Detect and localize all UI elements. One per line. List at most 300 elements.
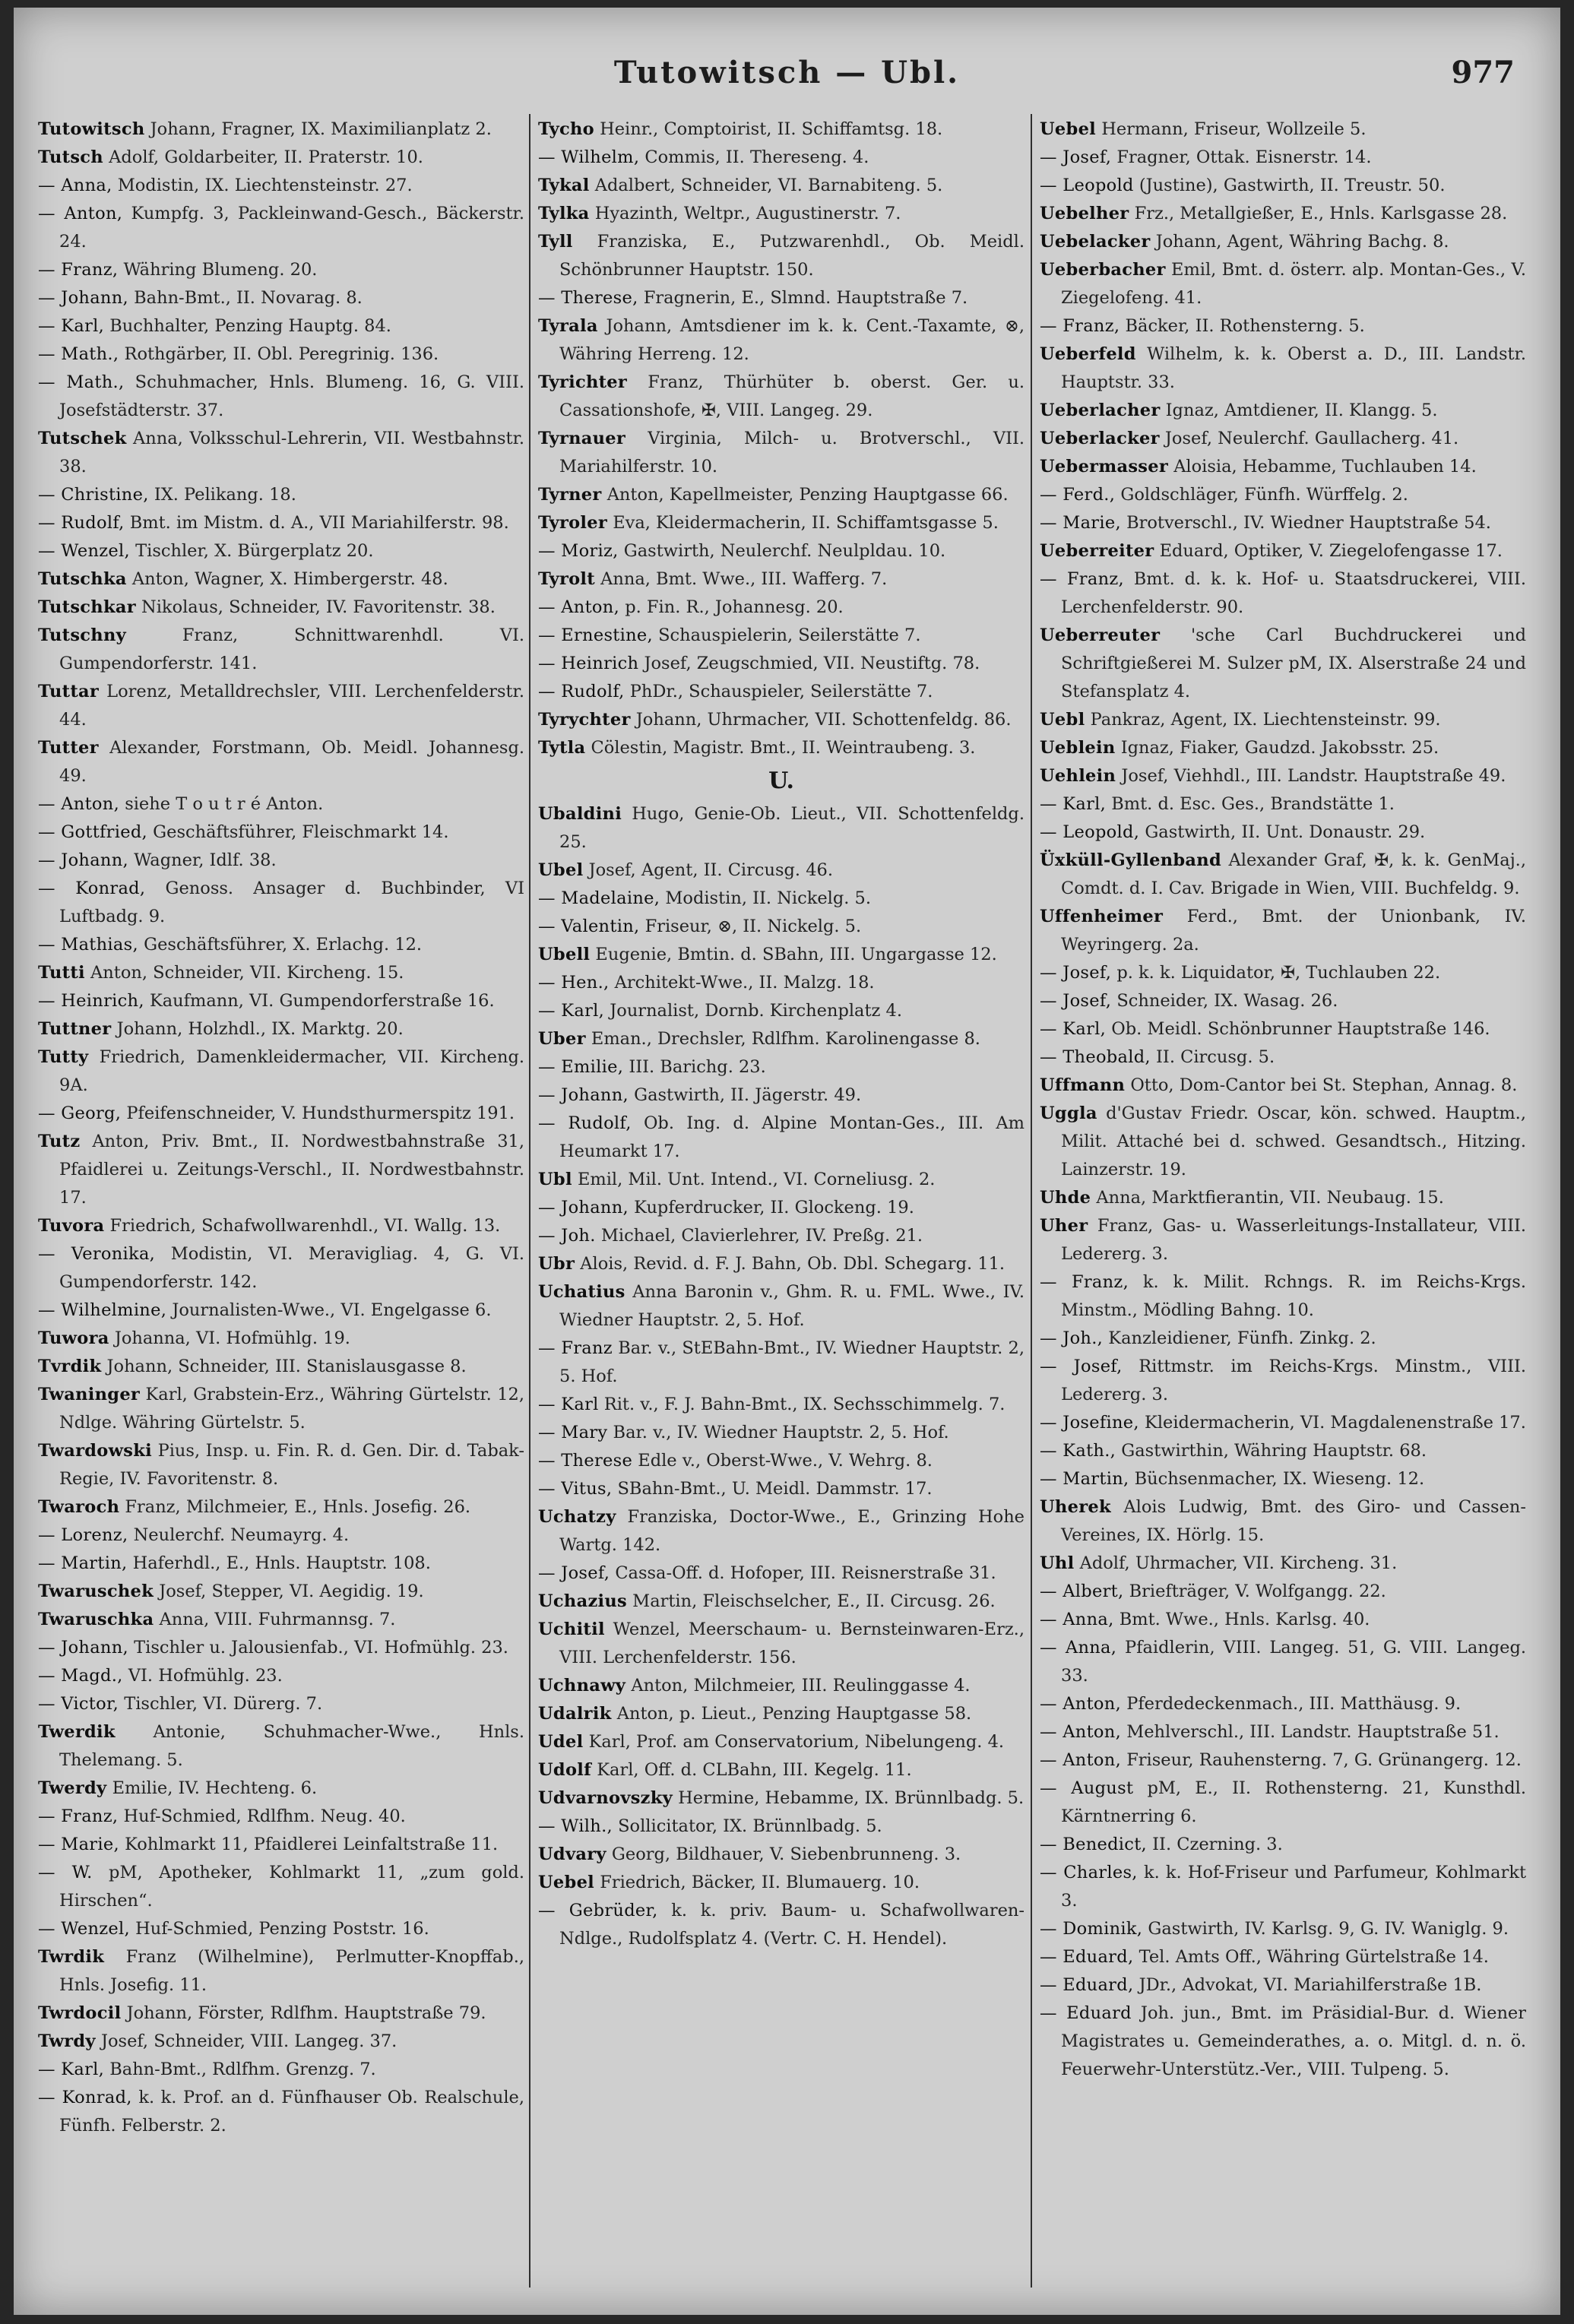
entry-details: Otto, Dom-Cantor bei St. Stephan, Annag. 8. <box>1130 1075 1518 1095</box>
entry-name: — Wilhelmine, <box>38 1300 167 1320</box>
directory-entry <box>1040 1409 1526 1437</box>
entry-details: Briefträger, V. Wolfgangg. 22. <box>1129 1582 1386 1601</box>
directory-entry <box>538 1475 1025 1503</box>
entry-name: Tuwora <box>38 1328 109 1348</box>
entry-name: — Martin, <box>1040 1469 1129 1489</box>
directory-entry <box>38 200 524 256</box>
directory-entry <box>1040 1775 1526 1831</box>
page-header <box>14 55 1560 116</box>
entry-details: Anton, p. Lieut., Penzing Hauptgasse 58. <box>616 1704 972 1724</box>
directory-entry <box>538 622 1025 650</box>
entry-name: — Ferd., <box>1040 485 1116 505</box>
entry-details: Journalisten-Wwe., VI. Engelgasse 6. <box>172 1300 492 1320</box>
directory-entry <box>38 1831 524 1859</box>
entry-details: 'sche Carl Buchdruckerei und Schriftgießerei M. Sulzer pM, IX. Alserstraße 24 und Stefansplatz 4. <box>1061 625 1526 701</box>
entry-name: Tyll <box>538 232 573 252</box>
entry-name: — Johann, <box>538 1198 629 1217</box>
entry-name: Uhl <box>1040 1553 1075 1573</box>
entry-name: Twaroch <box>38 1497 120 1517</box>
entry-name: — Karl, <box>1040 794 1107 814</box>
directory-entry <box>38 931 524 959</box>
directory-entry <box>38 425 524 481</box>
entry-details: Alois Ludwig, Bmt. des Giro- und Cassen-Vereines, IX. Hörlg. 15. <box>1061 1497 1526 1545</box>
directory-entry <box>1040 706 1526 734</box>
entry-name: Tutschka <box>38 569 127 589</box>
directory-entry <box>38 1999 524 2028</box>
directory-entry <box>538 1869 1025 1897</box>
entry-name: Twrdocil <box>38 2003 122 2023</box>
entry-name: — Karl, <box>1040 1019 1107 1039</box>
directory-entry <box>38 1521 524 1550</box>
directory-entry <box>38 1859 524 1915</box>
entry-name: — Martin, <box>38 1553 128 1573</box>
entry-details: Karl, Prof. am Conservatorium, Nibelungeng. 4. <box>588 1732 1005 1752</box>
entry-details: Johann, Schneider, III. Stanislausgasse 8. <box>106 1357 467 1376</box>
entry-name: Uebel <box>1040 119 1097 139</box>
directory-entry <box>38 1437 524 1493</box>
entry-details: Huf-Schmied, Penzing Poststr. 16. <box>135 1919 429 1939</box>
entry-name: Tuvora <box>38 1216 105 1236</box>
directory-entry <box>38 818 524 847</box>
entry-name: Twaruschek <box>38 1582 154 1601</box>
entry-details: k. k. Milit. Rchngs. R. im Reichs-Krgs. Minstm., Mödling Bahng. 10. <box>1061 1272 1526 1320</box>
directory-entry <box>38 481 524 509</box>
directory-entry <box>38 256 524 284</box>
entry-name: Tutowitsch <box>38 119 145 139</box>
directory-entry <box>538 200 1025 228</box>
entry-name: — Konrad, <box>38 879 146 898</box>
entry-name: Ueberlacher <box>1040 401 1161 420</box>
directory-entry <box>38 1915 524 1943</box>
entry-details: Michael, Clavierlehrer, IV. Preßg. 21. <box>600 1226 923 1246</box>
entry-name: — Albert, <box>1040 1582 1124 1601</box>
entry-details: Sollicitator, IX. Brünnlbadg. 5. <box>618 1816 882 1836</box>
entry-details: Gastwirth, II. Jägerstr. 49. <box>634 1085 862 1105</box>
directory-entry <box>538 228 1025 284</box>
entry-details: Georg, Bildhauer, V. Siebenbrunneng. 3. <box>611 1844 961 1864</box>
directory-entry <box>38 1662 524 1690</box>
entry-details: Schuhmacher, Hnls. Blumeng. 16, G. VIII. Josefstädterstr. 37. <box>59 372 524 420</box>
directory-entry <box>38 594 524 622</box>
directory-entry <box>538 1250 1025 1278</box>
directory-entry <box>38 340 524 369</box>
entry-name: Uffenheimer <box>1040 907 1164 926</box>
entry-name: Uchatius <box>538 1282 625 1302</box>
entry-name: — Josef, <box>1040 963 1112 983</box>
entry-name: — Wilh., <box>538 1816 613 1836</box>
entry-details: II. Czerning. 3. <box>1152 1835 1283 1854</box>
entry-name: Tyrnauer <box>538 429 626 448</box>
entry-name: Tyrychter <box>538 710 631 730</box>
directory-entry <box>38 1550 524 1578</box>
directory-entry <box>1040 1746 1526 1775</box>
entry-name: — Anna, <box>1040 1610 1114 1629</box>
entry-details: Adolf, Goldarbeiter, II. Praterstr. 10. <box>109 147 423 167</box>
entry-name: — Georg, <box>38 1103 122 1123</box>
entry-name: — Josef, <box>1040 147 1112 167</box>
directory-entry <box>38 1578 524 1606</box>
entry-name: — Karl, <box>538 1001 605 1021</box>
entry-name: — Math., <box>38 372 125 392</box>
directory-entry <box>538 1166 1025 1194</box>
entry-name: Uber <box>538 1029 586 1049</box>
directory-entry <box>38 284 524 312</box>
directory-entry <box>1040 1072 1526 1100</box>
entry-details: Kumpfg. 3, Packleinwand-Gesch., Bäckerstr. 24. <box>59 204 524 252</box>
entry-name: — Mary <box>538 1423 608 1442</box>
directory-entry <box>38 1043 524 1100</box>
directory-entry <box>538 1391 1025 1419</box>
entry-name: Ueberlacker <box>1040 429 1160 448</box>
entry-details: Bar. v., StEBahn-Bmt., IV. Wiedner Hauptstr. 2, 5. Hof. <box>559 1338 1025 1386</box>
entry-name: Tylka <box>538 204 590 223</box>
directory-entry <box>1040 903 1526 959</box>
directory-entry <box>1040 1971 1526 1999</box>
entry-details: Kupferdrucker, II. Glockeng. 19. <box>634 1198 914 1217</box>
entry-name: Tyrichter <box>538 372 628 392</box>
entry-name: — Magd., <box>38 1666 123 1686</box>
directory-entry <box>1040 1465 1526 1493</box>
directory-entry <box>38 1325 524 1353</box>
directory-entry <box>1040 959 1526 987</box>
entry-details: Rit. v., F. J. Bahn-Bmt., IX. Sechsschimmelg. 7. <box>603 1395 1006 1414</box>
column-right <box>1040 116 1526 2281</box>
entry-details: Aloisia, Hebamme, Tuchlauben 14. <box>1173 457 1477 477</box>
entry-details: Johanna, VI. Hofmühlg. 19. <box>114 1328 350 1348</box>
entry-name: Uebel <box>538 1873 595 1892</box>
entry-name: Tyrner <box>538 485 602 505</box>
entry-name: — Madelaine, <box>538 888 660 908</box>
directory-entry <box>1040 1606 1526 1634</box>
entry-name: Tytla <box>538 738 586 758</box>
entry-details: (Justine), Gastwirth, II. Treustr. 50. <box>1139 176 1446 195</box>
entry-name: — Gottfried, <box>38 822 148 842</box>
directory-entry <box>38 1690 524 1718</box>
entry-name: — Wenzel, <box>38 541 130 561</box>
entry-name: — Franz, <box>1040 1272 1129 1292</box>
directory-entry <box>38 172 524 200</box>
directory-entry <box>1040 565 1526 622</box>
entry-name: — Josef, <box>538 1563 610 1583</box>
entry-details: Antonie, Schuhmacher-Wwe., Hnls. Thelemang. 5. <box>59 1722 524 1770</box>
directory-entry <box>1040 200 1526 228</box>
entry-name: — Hen., <box>538 973 610 993</box>
directory-entry <box>1040 1859 1526 1915</box>
directory-entry <box>38 678 524 734</box>
entry-name: — Joh., <box>1040 1328 1104 1348</box>
directory-entry <box>538 856 1025 885</box>
directory-entry <box>538 594 1025 622</box>
entry-details: siehe T o u t r é Anton. <box>125 794 324 814</box>
directory-entry <box>1040 537 1526 565</box>
directory-entry <box>1040 1325 1526 1353</box>
entry-details: Josef, Neulerchf. Gaullacherg. 41. <box>1164 429 1459 448</box>
entry-details: Pfaidlerin, VIII. Langeg. 51, G. VIII. Langeg. 33. <box>1061 1638 1526 1686</box>
directory-entry <box>538 1110 1025 1166</box>
directory-entry <box>1040 397 1526 425</box>
directory-page <box>14 8 1560 2315</box>
entry-name: — Wilhelm, <box>538 147 640 167</box>
entry-name: Uchitil <box>538 1620 605 1639</box>
directory-entry <box>1040 762 1526 790</box>
entry-name: Ubel <box>538 860 584 880</box>
directory-entry <box>538 1588 1025 1616</box>
directory-entry <box>1040 453 1526 481</box>
entry-name: — Franz <box>538 1338 613 1358</box>
entry-details: Karl, Off. d. CLBahn, III. Kegelg. 11. <box>597 1760 912 1780</box>
entry-details: Hyazinth, Weltpr., Augustinerstr. 7. <box>594 204 901 223</box>
directory-entry <box>38 312 524 340</box>
entry-name: — Eduard, <box>1040 1975 1134 1995</box>
entry-name: Uffmann <box>1040 1075 1126 1095</box>
entry-name: — Anton, <box>1040 1694 1122 1714</box>
directory-entry <box>38 509 524 537</box>
directory-entry <box>1040 622 1526 706</box>
directory-entry <box>1040 1043 1526 1072</box>
directory-entry <box>538 1841 1025 1869</box>
directory-entry <box>538 1447 1025 1475</box>
directory-entry <box>38 116 524 144</box>
entry-name: — Karl, <box>38 2060 105 2079</box>
entry-name: Uggla <box>1040 1103 1097 1123</box>
directory-entry <box>38 1943 524 1999</box>
directory-entry <box>538 1335 1025 1391</box>
entry-name: Uher <box>1040 1216 1088 1236</box>
entry-details: Alexander Graf, ✠, k. k. GenMaj., Comdt. d. I. Cav. Brigade in Wien, VIII. Buchfeldg. 9. <box>1061 850 1526 898</box>
entry-details: Bmt. d. k. k. Hof- u. Staatsdruckerei, VIII. Lerchenfelderstr. 90. <box>1061 569 1526 617</box>
entry-details: Mehlverschl., III. Landstr. Hauptstraße 51. <box>1126 1722 1500 1742</box>
entry-details: Bmt. d. Esc. Ges., Brandstätte 1. <box>1111 794 1395 814</box>
directory-entry <box>538 650 1025 678</box>
entry-details: Bmt. Wwe., Hnls. Karlsg. 40. <box>1119 1610 1370 1629</box>
directory-entry <box>1040 1999 1526 2084</box>
entry-details: Eugenie, Bmtin. d. SBahn, III. Ungargasse 12. <box>595 945 997 964</box>
entry-name: — Karl, <box>38 316 105 336</box>
entry-name: Tycho <box>538 119 594 139</box>
entry-name: — Kath., <box>1040 1441 1116 1461</box>
entry-details: Franz, Gas- u. Wasserleitungs-Installateur, VIII. Ledererg. 3. <box>1061 1216 1526 1264</box>
entry-name: — Ernestine, <box>538 625 653 645</box>
column-rule <box>529 114 530 2288</box>
entry-details: Goldschläger, Fünfh. Würffelg. 2. <box>1120 485 1408 505</box>
entry-details: Genoss. Ansager d. Buchbinder, VI Luftbadg. 9. <box>59 879 524 926</box>
entry-name: Ueberreiter <box>1040 541 1154 561</box>
directory-entry <box>1040 847 1526 903</box>
entry-name: — Benedict, <box>1040 1835 1148 1854</box>
entry-name: Tutty <box>38 1047 89 1067</box>
directory-entry <box>538 969 1025 997</box>
directory-entry <box>538 1025 1025 1053</box>
entry-details: Schneider, IX. Wasag. 26. <box>1116 991 1338 1011</box>
entry-name: Uebl <box>1040 710 1085 730</box>
entry-details: Johann, Agent, Währing Bachg. 8. <box>1155 232 1449 252</box>
entry-name: — Leopold <box>1040 176 1134 195</box>
entry-name: Twaninger <box>38 1385 141 1404</box>
entry-name: — Heinrich <box>538 654 639 673</box>
entry-name: Twerdik <box>38 1722 116 1742</box>
entry-details: Hermann, Friseur, Wollzeile 5. <box>1101 119 1367 139</box>
directory-entry <box>538 172 1025 200</box>
directory-entry <box>538 1813 1025 1841</box>
entry-name: — Valentin, <box>538 917 640 936</box>
entry-details: II. Circusg. 5. <box>1156 1047 1275 1067</box>
entry-name: Tutti <box>38 963 85 983</box>
entry-details: Haferhdl., E., Hnls. Hauptstr. 108. <box>132 1553 431 1573</box>
entry-details: Wilhelm, k. k. Oberst a. D., III. Landstr. Hauptstr. 33. <box>1061 344 1526 392</box>
entry-name: — August <box>1040 1778 1134 1798</box>
entry-name: Udvarnovszky <box>538 1788 673 1808</box>
entry-details: Friedrich, Schafwollwarenhdl., VI. Wallg. 13. <box>109 1216 501 1236</box>
directory-entry <box>38 1128 524 1212</box>
entry-name: Tutz <box>38 1132 81 1151</box>
entry-details: Franz, Milchmeier, E., Hnls. Josefig. 26. <box>125 1497 471 1517</box>
column-left <box>38 116 524 2281</box>
directory-entry <box>538 1897 1025 1953</box>
entry-name: — Heinrich, <box>38 991 144 1011</box>
directory-entry <box>1040 1184 1526 1212</box>
entry-details: Virginia, Milch- u. Brotverschl., VII. Mariahilferstr. 10. <box>559 429 1025 477</box>
directory-entry <box>538 997 1025 1025</box>
entry-name: — Franz, <box>38 1806 119 1826</box>
entry-name: — Josef, <box>1040 1357 1123 1376</box>
entry-name: — Anton, <box>1040 1722 1122 1742</box>
entry-details: Karl, Grabstein-Erz., Währing Gürtelstr. 12, Ndlge. Währing Gürtelstr. 5. <box>59 1385 524 1433</box>
directory-entry <box>1040 1634 1526 1690</box>
entry-details: Gastwirth, IV. Karlsg. 9, G. IV. Waniglg. 9. <box>1148 1919 1509 1939</box>
directory-entry <box>38 622 524 678</box>
entry-details: Johann, Amtsdiener im k. k. Cent.-Taxamte, ⊗, Währing Herreng. 12. <box>559 316 1025 364</box>
directory-entry <box>538 116 1025 144</box>
entry-name: — Rudolf, <box>538 682 625 701</box>
entry-details: Franz (Wilhelmine), Perlmutter-Knopffab., Hnls. Josefig. 11. <box>59 1947 524 1995</box>
entry-name: Udalrik <box>538 1704 612 1724</box>
directory-entry <box>538 1784 1025 1813</box>
directory-entry <box>38 734 524 790</box>
entry-details: Alexander, Forstmann, Ob. Meidl. Johannesg. 49. <box>59 738 524 786</box>
entry-details: Pferdedeckenmach., III. Matthäusg. 9. <box>1126 1694 1462 1714</box>
directory-entry <box>1040 509 1526 537</box>
entry-name: — Christine, <box>38 485 149 505</box>
entry-name: Ueberfeld <box>1040 344 1136 364</box>
entry-name: — Veronika, <box>38 1244 156 1264</box>
entry-details: Ferd., Bmt. der Unionbank, IV. Weyringerg. 2a. <box>1061 907 1526 955</box>
entry-details: Kohlmarkt 11, Pfaidlerei Leinfaltstraße 11. <box>125 1835 499 1854</box>
directory-entry <box>1040 1943 1526 1971</box>
entry-details: Hugo, Genie-Ob. Lieut., VII. Schottenfeldg. 25. <box>559 804 1025 852</box>
entry-name: Udel <box>538 1732 584 1752</box>
directory-entry <box>538 706 1025 734</box>
entry-details: Kaufmann, VI. Gumpendorferstraße 16. <box>149 991 495 1011</box>
entry-details: Commis, II. Thereseng. 4. <box>644 147 869 167</box>
entry-details: Anton, Milchmeier, III. Reulinggasse 4. <box>631 1676 971 1696</box>
running-head: Tutowitsch — Ubl. <box>613 55 961 90</box>
entry-details: Gastwirth, Neulerchf. Neulpldau. 10. <box>623 541 946 561</box>
directory-entry <box>538 1672 1025 1700</box>
directory-entry <box>1040 172 1526 200</box>
entry-details: Tischler u. Jalousienfab., VI. Hofmühlg. 23. <box>134 1638 508 1658</box>
entry-name: Twaruschka <box>38 1610 154 1629</box>
directory-entry <box>38 1775 524 1803</box>
entry-details: Pfeifenschneider, V. Hundsthurmerspitz 191. <box>126 1103 515 1123</box>
entry-details: Bahn-Bmt., Rdlfhm. Grenzg. 7. <box>109 2060 376 2079</box>
entry-details: Kleidermacherin, VI. Magdalenenstraße 17. <box>1145 1413 1526 1433</box>
entry-details: Wagner, Idlf. 38. <box>134 850 277 870</box>
entry-details: Neulerchf. Neumayrg. 4. <box>133 1525 350 1545</box>
directory-entry <box>1040 1915 1526 1943</box>
entry-details: Josef, Agent, II. Circusg. 46. <box>588 860 834 880</box>
entry-details: Gastwirthin, Währing Hauptstr. 68. <box>1121 1441 1427 1461</box>
entry-name: — Johann, <box>38 1638 128 1658</box>
entry-name: Ubaldini <box>538 804 622 824</box>
entry-details: IX. Pelikang. 18. <box>154 485 296 505</box>
directory-entry <box>1040 1100 1526 1184</box>
directory-entry <box>38 1240 524 1297</box>
directory-entry <box>38 1606 524 1634</box>
entry-name: — Math., <box>38 344 119 364</box>
entry-name: Ubl <box>538 1170 572 1189</box>
entry-details: Fragnerin, E., Slmnd. Hauptstraße 7. <box>643 288 968 308</box>
entry-details: Wenzel, Meerschaum- u. Bernsteinwaren-Erz., VIII. Lerchenfelderstr. 156. <box>559 1620 1025 1667</box>
directory-entry <box>538 1419 1025 1447</box>
column-middle <box>538 116 1025 2281</box>
directory-entry <box>1040 1268 1526 1325</box>
entry-details: Anna, Volksschul-Lehrerin, VII. Westbahnstr. 38. <box>59 429 524 477</box>
entry-name: Tyrolt <box>538 569 595 589</box>
entry-details: p. Fin. R., Johannesg. 20. <box>625 597 844 617</box>
directory-entry <box>538 312 1025 369</box>
entry-details: Heinr., Comptoirist, II. Schiffamtsg. 18. <box>600 119 943 139</box>
entry-name: — Rudolf, <box>38 513 125 533</box>
directory-entry <box>1040 790 1526 818</box>
directory-entry <box>1040 425 1526 453</box>
entry-details: Huf-Schmied, Rdlfhm. Neug. 40. <box>123 1806 406 1826</box>
directory-entry <box>538 565 1025 594</box>
entry-name: Tuttner <box>38 1019 112 1039</box>
directory-entry <box>38 1493 524 1521</box>
entry-details: Tel. Amts Off., Währing Gürtelstraße 14. <box>1139 1947 1489 1967</box>
entry-details: Gastwirth, II. Unt. Donaustr. 29. <box>1145 822 1426 842</box>
entry-details: Geschäftsführer, Fleischmarkt 14. <box>153 822 449 842</box>
entry-details: Ignaz, Amtdiener, II. Klangg. 5. <box>1165 401 1438 420</box>
entry-details: Alois, Revid. d. F. J. Bahn, Ob. Dbl. Schegarg. 11. <box>580 1254 1006 1274</box>
entry-details: Joh. jun., Bmt. im Präsidial-Bur. d. Wiener Magistrates u. Gemeinderathes, a. o. Mitgl. d. n. ö. Feuerwehr-Unterstütz.-Ver., VIII. Tulpeng. 5. <box>1061 2003 1526 2079</box>
directory-entry <box>538 1503 1025 1559</box>
entry-name: — Franz, <box>38 260 119 280</box>
entry-name: — Anton, <box>538 597 620 617</box>
entry-details: Schauspielerin, Seilerstätte 7. <box>658 625 921 645</box>
entry-details: Geschäftsführer, X. Erlachg. 12. <box>144 935 423 955</box>
entry-name: Ubell <box>538 945 591 964</box>
entry-name: — Wenzel, <box>38 1919 130 1939</box>
entry-details: Adalbert, Schneider, VI. Barnabiteng. 5. <box>594 176 943 195</box>
directory-entry <box>1040 1212 1526 1268</box>
directory-entry <box>538 1728 1025 1756</box>
entry-details: Friedrich, Bäcker, II. Blumauerg. 10. <box>600 1873 920 1892</box>
entry-details: Pankraz, Agent, IX. Liechtensteinstr. 99. <box>1090 710 1441 730</box>
entry-details: Cölestin, Magistr. Bmt., II. Weintraubeng. 3. <box>591 738 976 758</box>
entry-name: Tutsch <box>38 147 103 167</box>
entry-details: Johann, Förster, Rdlfhm. Hauptstraße 79. <box>126 2003 486 2023</box>
entry-details: Anna Baronin v., Ghm. R. u. FML. Wwe., IV. Wiedner Hauptstr. 2, 5. Hof. <box>559 1282 1025 1330</box>
entry-details: Rothgärber, II. Obl. Peregrinig. 136. <box>124 344 439 364</box>
entry-details: Währing Blumeng. 20. <box>123 260 318 280</box>
entry-name: — Johann, <box>38 288 128 308</box>
entry-details: Anna, Bmt. Wwe., III. Wafferg. 7. <box>600 569 888 589</box>
entry-details: Tischler, VI. Dürerg. 7. <box>124 1694 323 1714</box>
entry-name: — Eduard, <box>1040 1947 1134 1967</box>
entry-name: Uhde <box>1040 1188 1091 1208</box>
entry-name: Tyroler <box>538 513 608 533</box>
